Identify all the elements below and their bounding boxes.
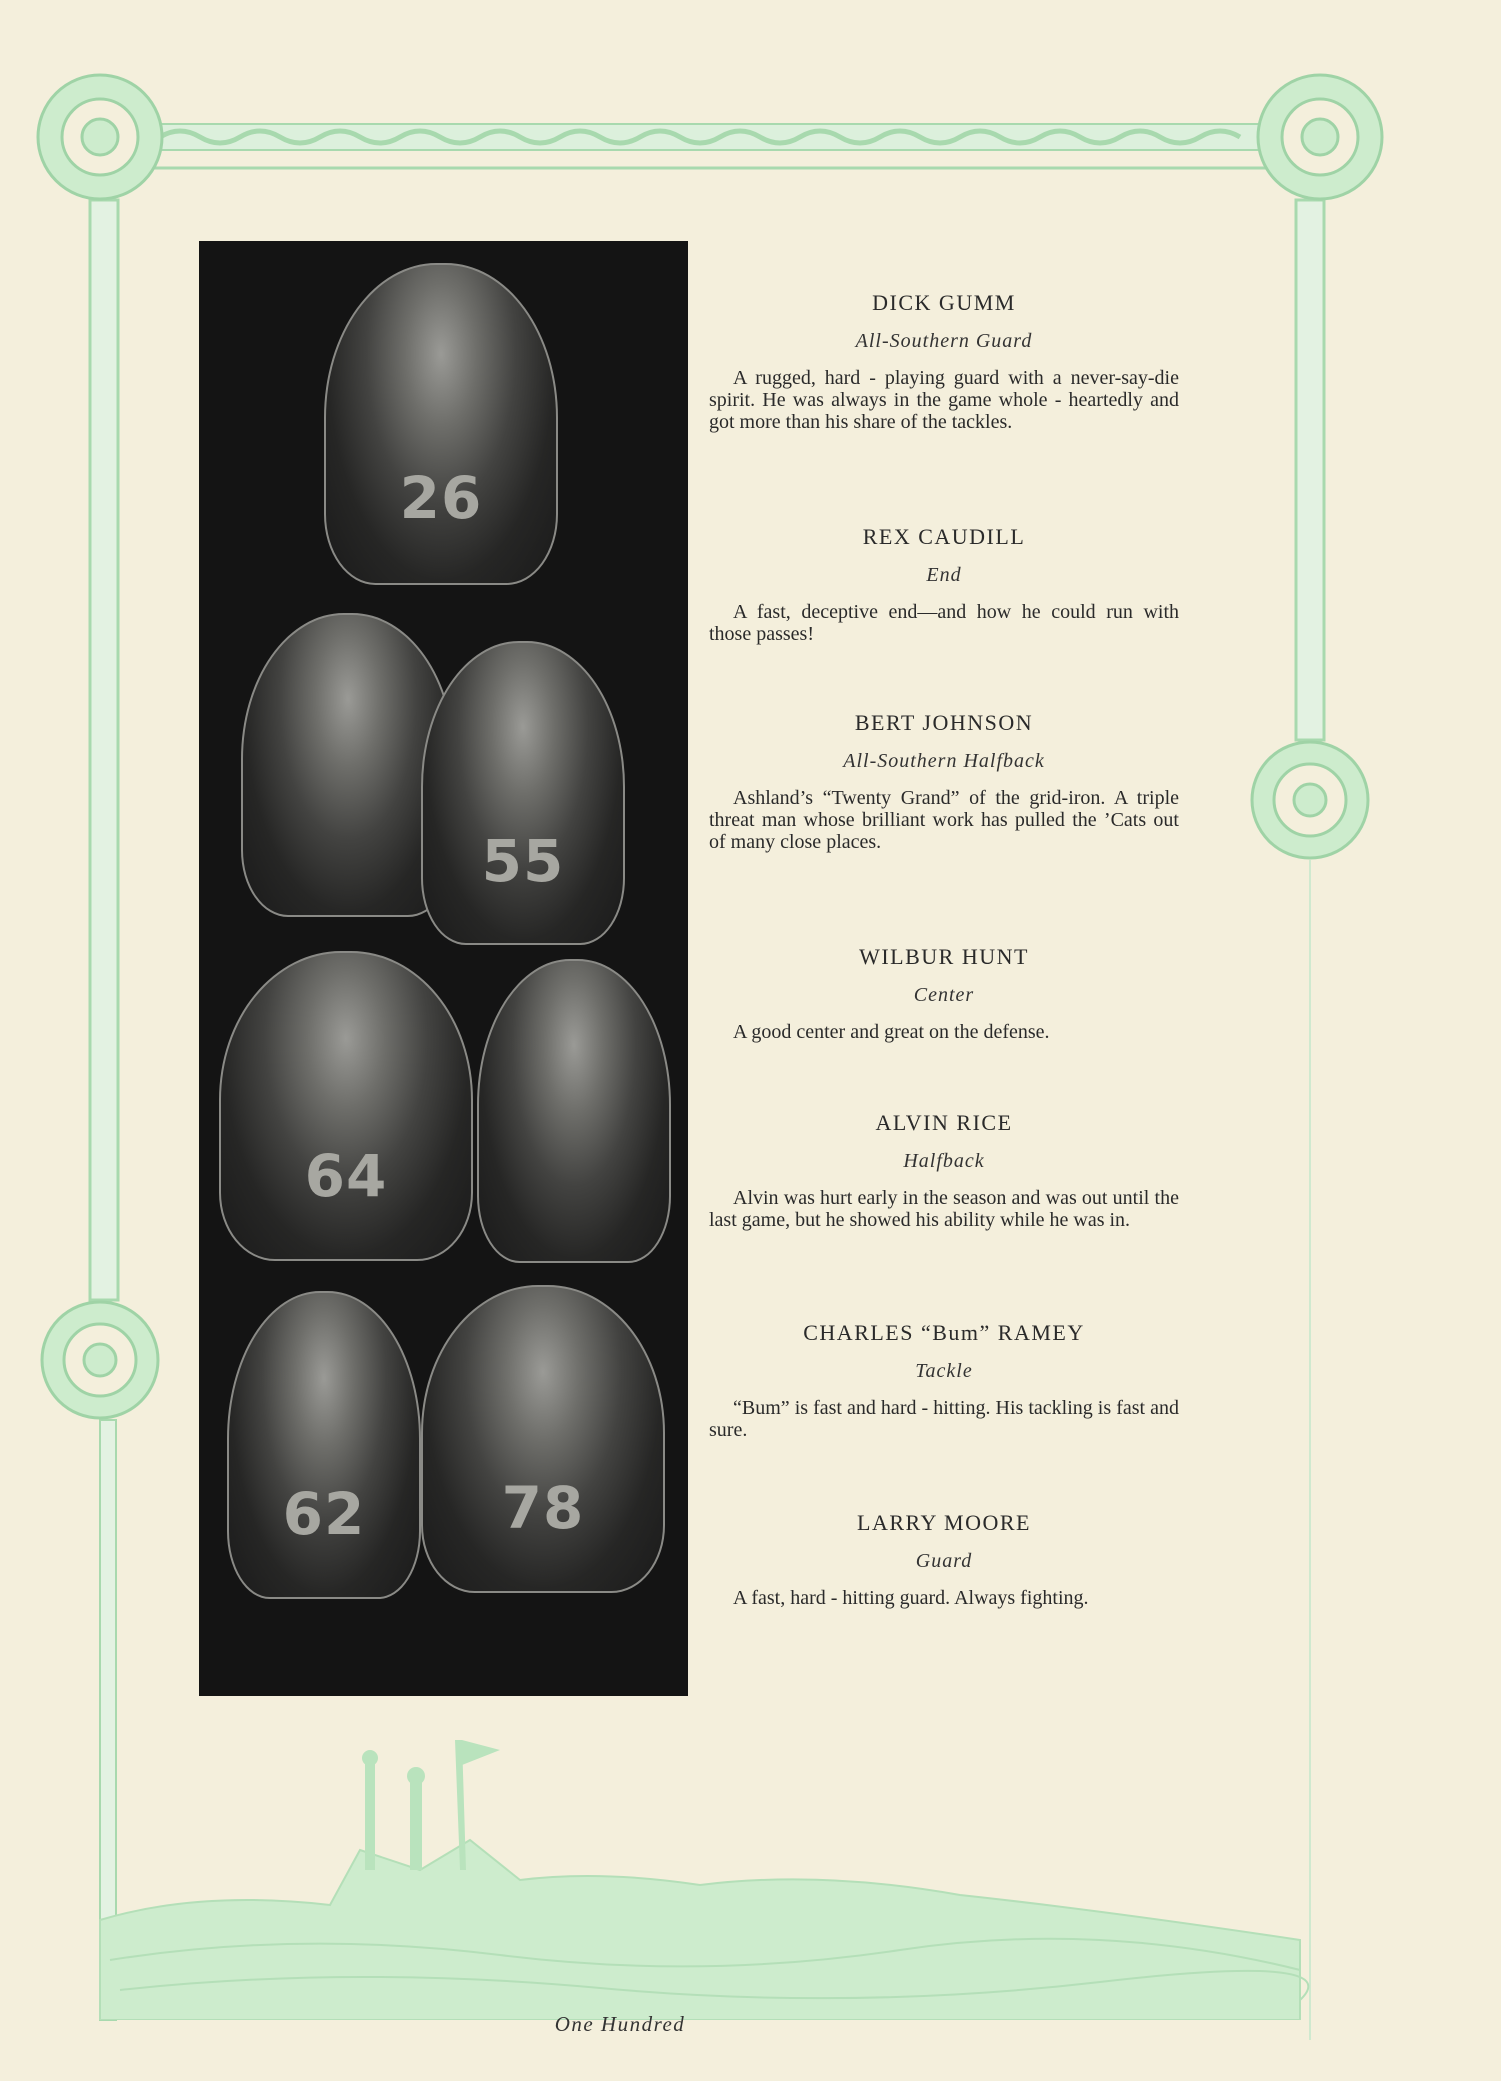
page-number: One Hundred [554, 2012, 686, 2036]
player-photo-hunt [219, 951, 473, 1261]
bio-alvin-rice [709, 1110, 1179, 1231]
player-photo-moore [421, 1285, 665, 1593]
player-description: A fast, deceptive end—and how he could run with those passes! [709, 601, 1179, 645]
player-name: LARRY MOORE [857, 1510, 1031, 1535]
player-position: Halfback [903, 1150, 985, 1172]
jersey-number: 62 [282, 1480, 366, 1549]
bio-charles-ramey [709, 1320, 1179, 1441]
player-description: A rugged, hard - playing guard with a never-say-die spirit. He was always in the game whole - heartedly and got more than his share of the tackles. [709, 367, 1179, 433]
player-description: Alvin was hurt early in the season and was out until the last game, but he showed his ability while he was in. [709, 1187, 1179, 1231]
bio-larry-moore [709, 1510, 1179, 1609]
player-name: REX CAUDILL [862, 524, 1026, 549]
bio-rex-caudill [709, 524, 1179, 645]
jersey-number: 26 [399, 464, 483, 533]
player-photo-gumm [324, 263, 558, 585]
jersey-number: 78 [501, 1474, 585, 1543]
player-position: Center [913, 984, 975, 1006]
player-photo-johnson [421, 641, 625, 945]
player-photo-rice [477, 959, 671, 1263]
player-name: DICK GUMM [872, 290, 1016, 315]
player-name: WILBUR HUNT [859, 944, 1029, 969]
jersey-number: 64 [304, 1142, 388, 1211]
player-name: CHARLES “Bum” RAMEY [803, 1320, 1085, 1345]
bio-dick-gumm [709, 290, 1179, 433]
jersey-number: 55 [481, 827, 565, 895]
bio-wilbur-hunt [709, 944, 1179, 1043]
player-name: ALVIN RICE [875, 1110, 1013, 1135]
player-description: A fast, hard - hitting guard. Always fighting. [733, 1587, 1089, 1609]
player-position: End [926, 564, 962, 586]
decorative-landscape-illustration [0, 1720, 1501, 2020]
player-name: BERT JOHNSON [854, 710, 1034, 735]
player-description: Ashland’s “Twenty Grand” of the grid-iron. A triple threat man whose brilliant work has pulled the ’Cats out of many close places. [709, 787, 1179, 853]
player-description: “Bum” is fast and hard - hitting. His tackling is fast and sure. [709, 1397, 1179, 1441]
player-description: A good center and great on the defense. [733, 1021, 1050, 1043]
player-photo-ramey [227, 1291, 421, 1599]
bio-bert-johnson [709, 710, 1179, 853]
team-photo-panel [199, 241, 688, 1696]
player-position: Tackle [915, 1360, 973, 1382]
player-position: All-Southern Halfback [843, 750, 1045, 772]
player-position: Guard [915, 1550, 973, 1572]
player-position: All-Southern Guard [855, 330, 1033, 352]
